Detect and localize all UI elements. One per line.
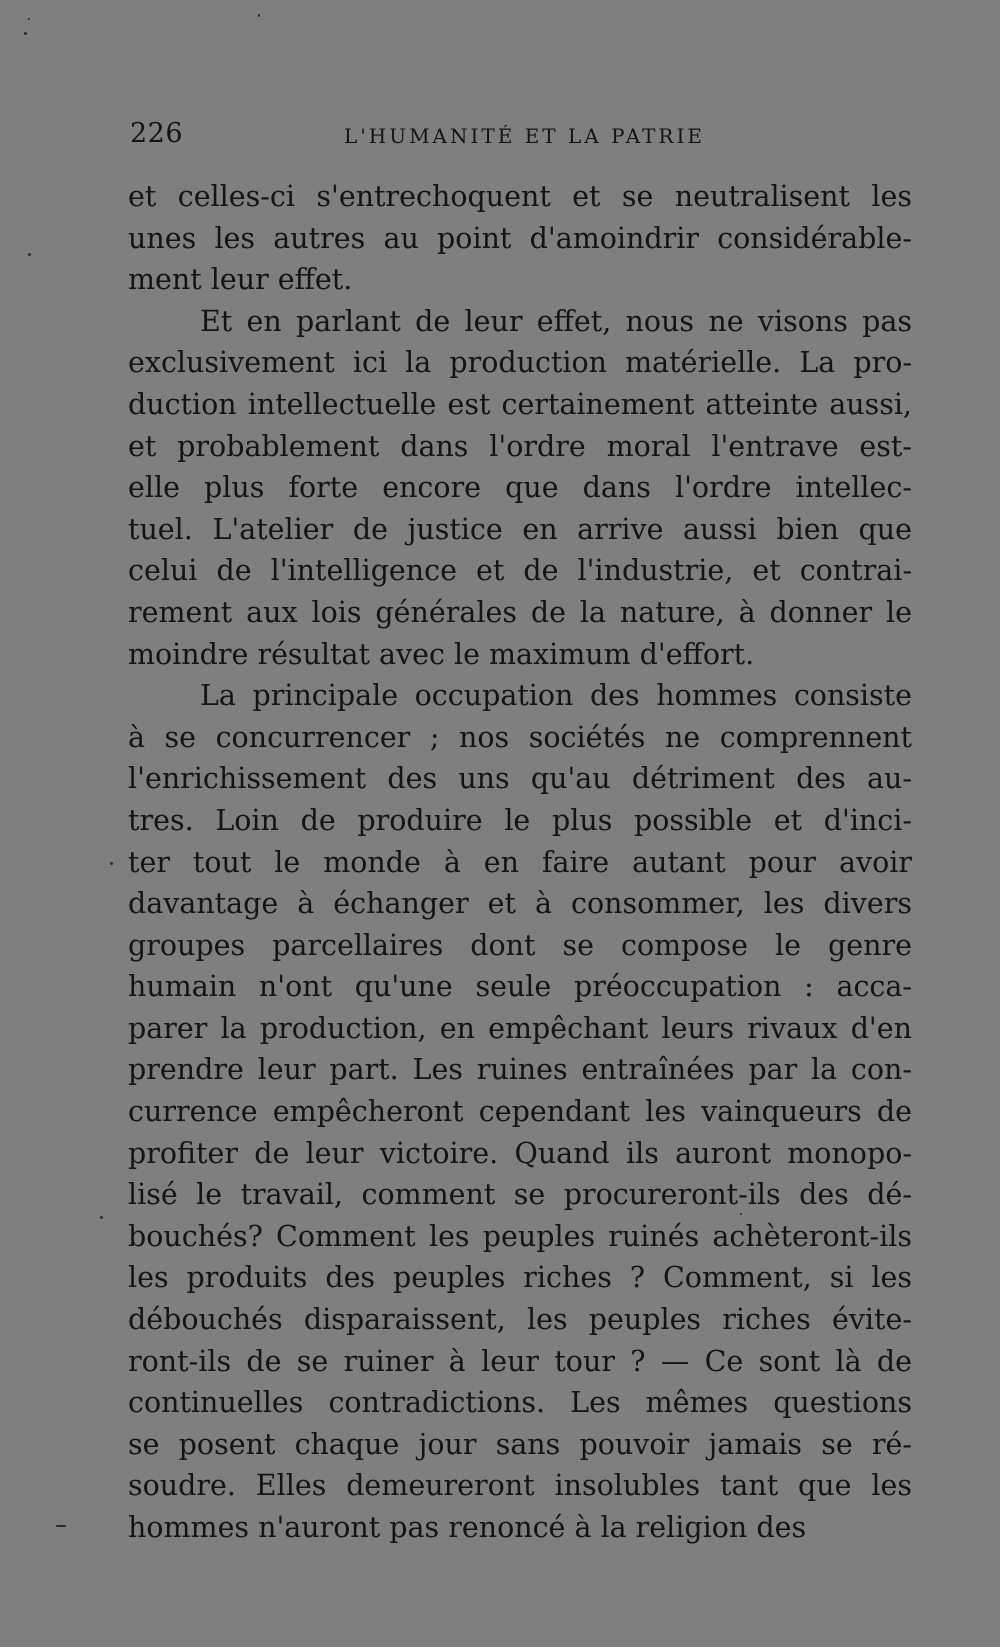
scan-speck	[24, 32, 27, 35]
body-text	[128, 176, 912, 1549]
text-line: soudre. Elles demeureront insolubles tant que les	[128, 1469, 912, 1503]
text-line: rement aux lois générales de la nature, à donner le	[128, 595, 912, 629]
paragraph-3	[128, 675, 912, 1548]
text-line: duction intellectuelle est certainement atteinte aussi,	[128, 387, 912, 421]
text-line: La principale occupation des hommes consiste	[200, 679, 912, 713]
paragraph-2	[128, 301, 912, 675]
paragraph-1	[128, 176, 912, 301]
text-line: à se concurrencer ; nos sociétés ne comprennent	[128, 720, 912, 754]
text-line: humain n'ont qu'une seule préoccupation : acca-	[128, 970, 912, 1004]
text-line: parer la production, en empêchant leurs rivaux d'en	[128, 1011, 912, 1045]
text-line: Et en parlant de leur effet, nous ne visons pas	[200, 304, 912, 338]
scan-speck	[28, 18, 30, 20]
text-line: elle plus forte encore que dans l'ordre intellec-	[128, 471, 912, 505]
scan-speck	[28, 253, 31, 256]
text-line: celui de l'intelligence et de l'industrie, et contrai-	[128, 554, 912, 588]
text-line: currence empêcheront cependant les vainqueurs de	[128, 1095, 912, 1129]
scan-speck	[56, 1525, 66, 1527]
text-line: ter tout le monde à en faire autant pour avoir	[128, 845, 912, 879]
text-line: et celles-ci s'entrechoquent et se neutralisent les	[128, 180, 912, 213]
text-line: moindre résultat avec le maximum d'effort.	[128, 637, 755, 671]
text-line: les produits des peuples riches ? Comment, si les	[128, 1261, 912, 1295]
text-line: prendre leur part. Les ruines entraînées par la con-	[128, 1053, 912, 1087]
text-line: unes les autres au point d'amoindrir considérable-	[128, 221, 912, 255]
text-line: groupes parcellaires dont se compose le genre	[128, 928, 912, 962]
text-line: ront-ils de se ruiner à leur tour ? — Ce sont là de	[128, 1344, 912, 1378]
scan-speck	[258, 14, 260, 17]
running-title: L'HUMANITÉ ET LA PATRIE	[344, 124, 705, 148]
text-line: l'enrichissement des uns qu'au détriment des au-	[128, 762, 912, 796]
scan-speck	[100, 1216, 103, 1219]
text-line: continuelles contradictions. Les mêmes questions	[128, 1386, 912, 1420]
text-line: tuel. L'atelier de justice en arrive aussi bien que	[128, 512, 912, 546]
text-line: tres. Loin de produire le plus possible et d'inci-	[128, 803, 912, 837]
text-line: exclusivement ici la production matérielle. La pro-	[128, 346, 912, 380]
scan-speck	[110, 862, 113, 865]
text-line: et probablement dans l'ordre moral l'entrave est-	[128, 429, 912, 463]
text-line: lisé le travail, comment se procureront-ils des dé-	[128, 1178, 912, 1212]
text-line: se posent chaque jour sans pouvoir jamais se ré-	[128, 1427, 912, 1461]
text-line: profiter de leur victoire. Quand ils auront monopo-	[128, 1136, 912, 1170]
page-header	[130, 118, 912, 154]
text-line: davantage à échanger et à consommer, les divers	[128, 887, 912, 921]
text-line: hommes n'auront pas renoncé à la religion des	[128, 1511, 807, 1544]
text-line: bouchés? Comment les peuples ruinés achèteront-ils	[128, 1219, 912, 1253]
scan-speck	[740, 1213, 742, 1215]
page-number: 226	[130, 118, 184, 149]
text-line: ment leur effet.	[128, 263, 353, 297]
text-line: débouchés disparaissent, les peuples riches évite-	[128, 1303, 912, 1337]
